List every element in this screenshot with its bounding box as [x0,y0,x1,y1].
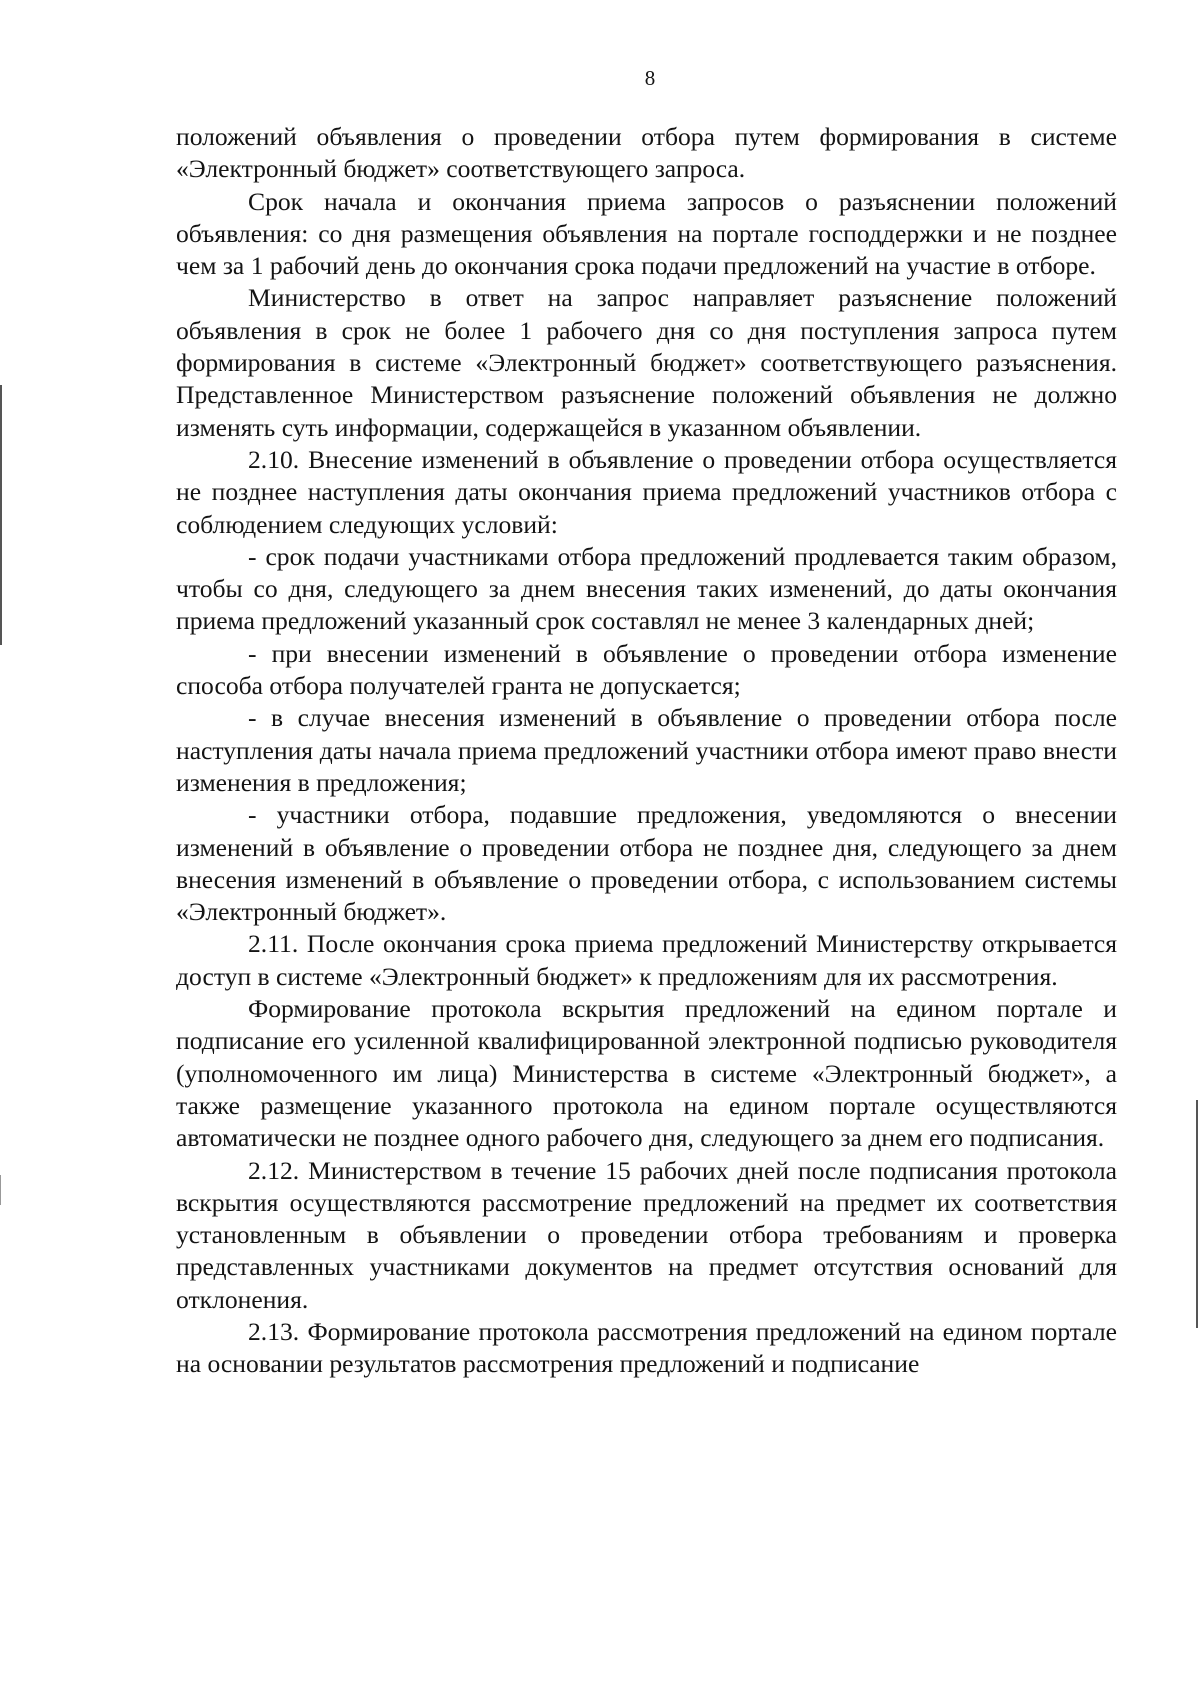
paragraph-continuation: положений объявления о проведении отбора путем формирования в системе «Электронный бюджет» соответствующего запроса. [176,122,1117,184]
paragraph-clause-2-13: 2.13. Формирование протокола рассмотрения предложений на едином портале на основании результатов рассмотрения предложений и подписание [176,1316,1117,1379]
paragraph: Министерство в ответ на запрос направляет разъяснение положений объявления в срок не более 1 рабочего дня со дня поступления запроса путем формирования в системе «Электронный бюджет» соответствующего разъяснения. Представленное Министерством разъяснение положений объявления не должно изменять суть информации, содержащейся в указанном объявлении. [176,283,1117,442]
list-item: - срок подачи участниками отбора предложений продлевается таким образом, чтобы со дня, следующего за днем внесения таких изменений, до даты окончания приема предложений указанный срок составлял не менее 3 календарных дней; [176,541,1117,636]
paragraph-clause-2-10: 2.10. Внесение изменений в объявление о проведении отбора осуществляется не позднее наступления даты окончания приема предложений участников отбора с соблюдением следующих условий: [176,444,1117,539]
list-item: - в случае внесения изменений в объявление о проведении отбора после наступления даты начала приема предложений участники отбора имеют право внести изменения в предложения; [176,703,1117,797]
list-item: - при внесении изменений в объявление о проведении отбора изменение способа отбора получателей гранта не допускается; [176,638,1117,701]
paragraph: Формирование протокола вскрытия предложений на едином портале и подписание его усиленной квалифицированной электронной подписью руководителя (уполномоченного им лица) Министерства в системе «Электронный бюджет», а также размещение указанного протокола на едином портале осуществляются автоматически не позднее одного рабочего дня, следующего за днем его подписания. [176,994,1117,1153]
scan-edge-mark [0,1175,1,1205]
scan-edge-mark [1196,1100,1198,1328]
paragraph-clause-2-11: 2.11. После окончания срока приема предложений Министерству открывается доступ в системе «Электронный бюджет» к предложениям для их рассмотрения. [176,929,1117,991]
page-number: 8 [644,66,656,90]
paragraph: Срок начала и окончания приема запросов о разъяснении положений объявления: со дня размещения объявления на портале господдержки и не позднее чем за 1 рабочий день до окончания срока подачи предложений на участие в отборе. [176,186,1117,281]
list-item: - участники отбора, подавшие предложения, уведомляются о внесении изменений в объявление о проведении отбора не позднее дня, следующего за днем внесения изменений в объявление о проведении отбора, с использованием системы «Электронный бюджет». [176,800,1117,927]
document-body [176,121,1117,1381]
paragraph-clause-2-12: 2.12. Министерством в течение 15 рабочих дней после подписания протокола вскрытия осуществляются рассмотрение предложений на предмет их соответствия установленным в объявлении о проведении отбора требованиям и проверка представленных участниками документов на предмет отсутствия оснований для отклонения. [176,1155,1117,1314]
scan-edge-mark [0,385,2,645]
